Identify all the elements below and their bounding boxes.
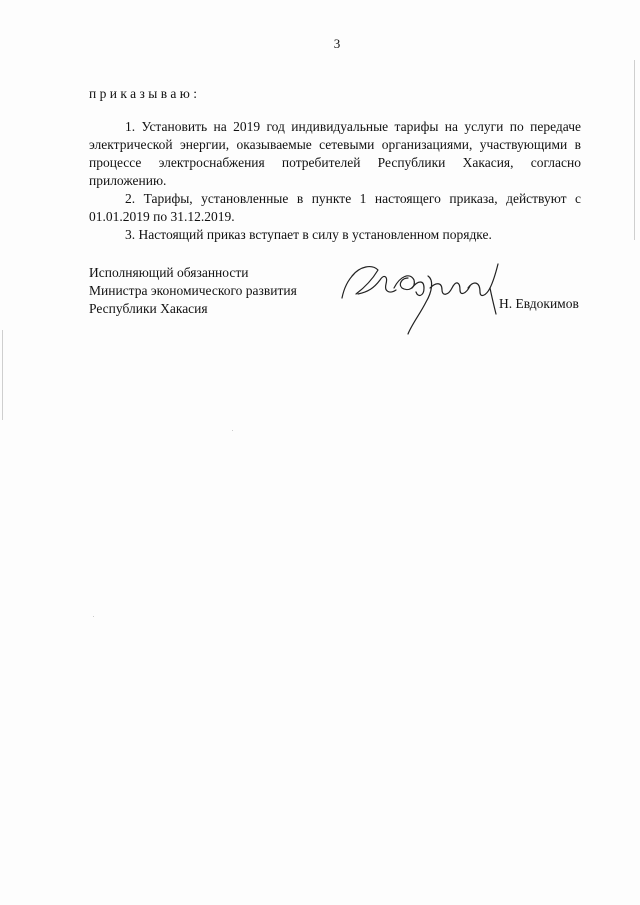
order-body: [89, 118, 581, 244]
scan-speck: [93, 616, 94, 617]
order-item-1: 1. Установить на 2019 год индивидуальные тарифы на услуги по передаче электрической энергии, оказываемые сетевыми организациями, участвующими в процессе электроснабжения потребителей Республики Хакасия, согласно приложению.: [89, 119, 581, 188]
order-item-3: 3. Настоящий приказ вступает в силу в установленном порядке.: [125, 227, 492, 242]
page-number: 3: [333, 36, 341, 51]
scan-speck: [232, 430, 233, 431]
handwritten-signature: [338, 258, 503, 340]
order-item-2: 2. Тарифы, установленные в пункте 1 настоящего приказа, действуют с 01.01.2019 по 31.12.2019.: [89, 191, 581, 224]
signatory-position-line: Министра экономического развития: [89, 283, 297, 298]
scan-edge-right: [634, 60, 635, 240]
signatory-position-line: Республики Хакасия: [89, 301, 208, 316]
scan-edge-left: [2, 330, 3, 420]
signatory-position: [89, 264, 297, 318]
signatory-name: Н. Евдокимов: [499, 296, 579, 311]
signatory-position-line: Исполняющий обязанности: [89, 265, 249, 280]
order-heading: приказываю:: [89, 86, 201, 101]
